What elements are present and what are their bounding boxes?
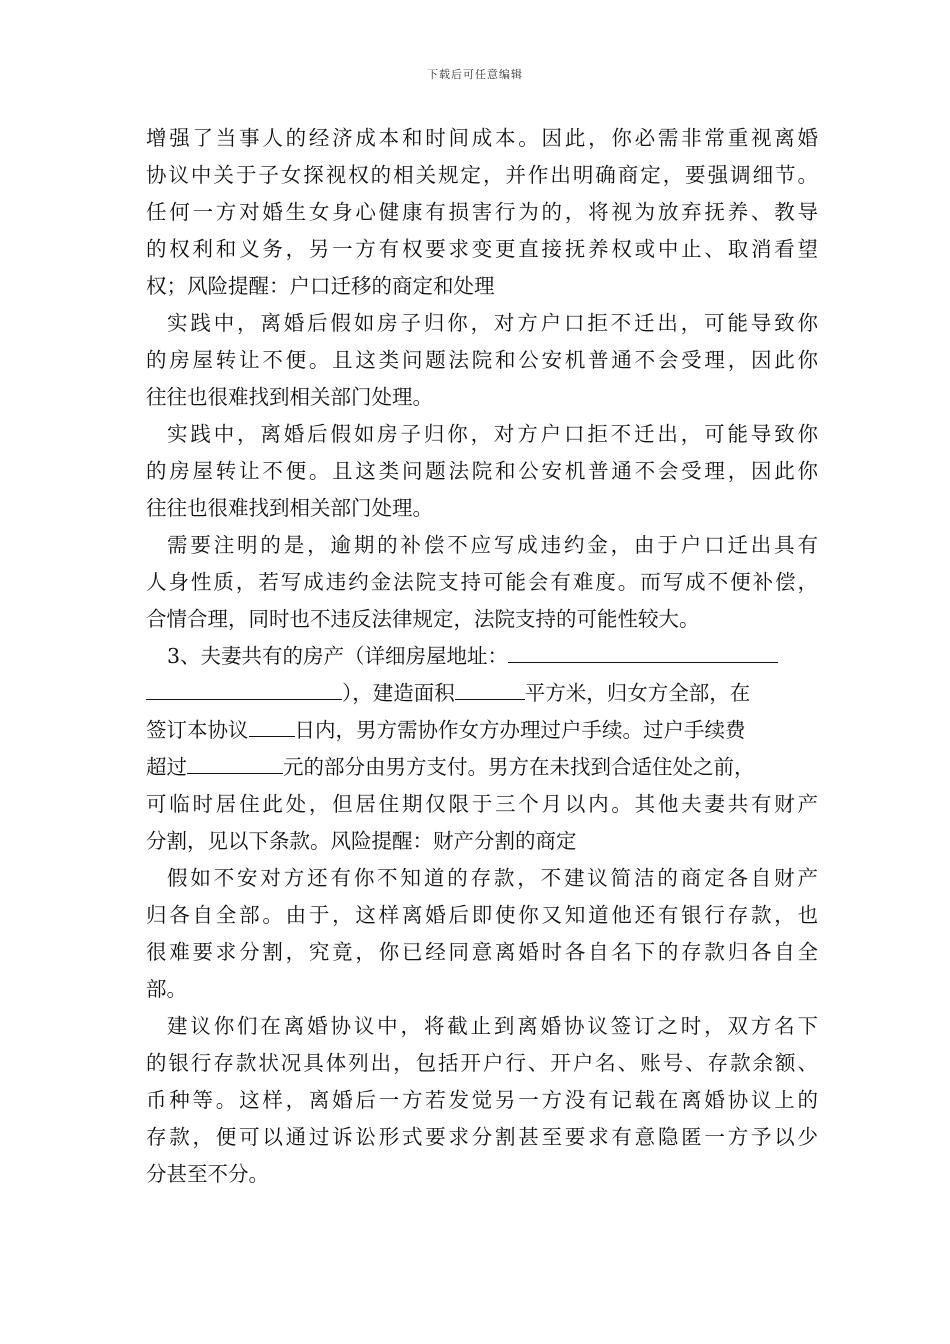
text-line: 权；风险提醒：户口迁移的商定和处理 [146, 274, 495, 298]
text-line: 往往也很难找到相关部门处理。 [146, 385, 433, 409]
text-line: 的房屋转让不便。且这类问题法院和公安机普通不会受理，因此你 [146, 459, 818, 483]
clause-text: 元的部分由男方支付。男方在未找到合适住处之前， [283, 755, 755, 779]
text-line: 实践中，离婚后假如房子归你，对方户口拒不迁出，可能导致你 [167, 311, 818, 335]
amount-blank [187, 749, 283, 774]
clause-text: ），建造面积 [342, 681, 455, 705]
address-blank-continued [146, 675, 342, 700]
text-line: 的权利和义务，另一方有权要求变更直接抚养权或中止、取消看望 [146, 237, 818, 261]
text-line: 部。 [146, 977, 187, 1001]
text-line: 分割，见以下条款。风险提醒：财产分割的商定 [146, 829, 577, 853]
clause-text: 3、夫妻共有的房产（详细房屋地址： [167, 644, 509, 668]
text-line: 的银行存款状况具体列出，包括开户行、开户名、账号、存款余额、 [146, 1051, 818, 1075]
days-blank [249, 712, 295, 737]
text-line: 增强了当事人的经济成本和时间成本。因此，你必需非常重视离婚 [146, 126, 818, 150]
text-line: 需要注明的是，逾期的补偿不应写成违约金，由于户口迁出具有 [167, 533, 818, 557]
text-line: 分甚至不分。 [146, 1162, 269, 1186]
clause-text: 签订本协议 [146, 718, 249, 742]
clause-3-line-3 [146, 712, 818, 749]
text-line: 合情合理，同时也不违反法律规定，法院支持的可能性较大。 [146, 607, 700, 631]
page-header: 下载后可任意编辑 [427, 68, 523, 81]
text-line: 人身性质，若写成违约金法院支持可能会有难度。而写成不便补偿， [146, 570, 818, 594]
text-line: 很难要求分割，究竟，你已经同意离婚时各自名下的存款归各自全 [146, 940, 818, 964]
clause-text: 平方米，归女方全部，在 [524, 681, 751, 705]
text-line: 币种等。这样，离婚后一方若发觉另一方没有记载在离婚协议上的 [146, 1088, 818, 1112]
text-line: 归各自全部。由于，这样离婚后即使你又知道他还有银行存款，也 [146, 903, 818, 927]
area-blank [455, 675, 525, 700]
clause-text: 日内，男方需协作女方办理过户手续。过户手续费 [294, 718, 746, 742]
text-line: 协议中关于子女探视权的相关规定，并作出明确商定，要强调细节。 [146, 163, 818, 187]
document-body [146, 120, 818, 1193]
clause-3-line-4 [146, 749, 818, 786]
text-line: 假如不安对方还有你不知道的存款，不建议简洁的商定各自财产 [167, 866, 818, 890]
text-line: 往往也很难找到相关部门处理。 [146, 496, 433, 520]
text-line: 可临时居住此处，但居住期仅限于三个月以内。其他夫妻共有财产 [146, 792, 818, 816]
clause-text: 超过 [146, 755, 187, 779]
address-blank [508, 638, 778, 663]
text-line: 存款，便可以通过诉讼形式要求分割甚至要求有意隐匿一方予以少 [146, 1125, 818, 1149]
text-line: 实践中，离婚后假如房子归你，对方户口拒不迁出，可能导致你 [167, 422, 818, 446]
text-line: 的房屋转让不便。且这类问题法院和公安机普通不会受理，因此你 [146, 348, 818, 372]
text-line: 建议你们在离婚协议中，将截止到离婚协议签订之时，双方名下 [167, 1014, 818, 1038]
clause-3-line-1 [146, 638, 818, 675]
clause-3-line-2 [146, 675, 818, 712]
text-line: 任何一方对婚生女身心健康有损害行为的，将视为放弃抚养、教导 [146, 200, 818, 224]
